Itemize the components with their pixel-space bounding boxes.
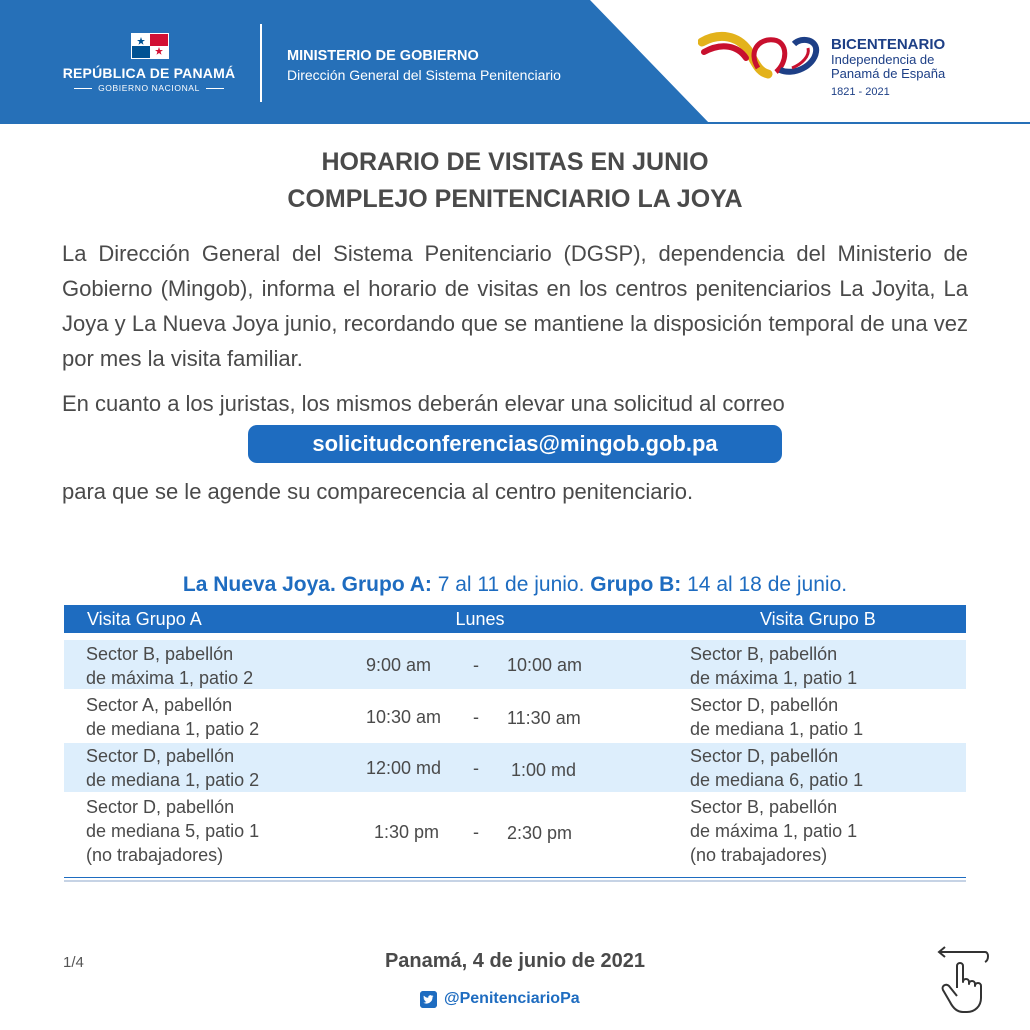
swipe-hand-icon: [935, 944, 991, 1014]
group-a-label: Grupo A:: [341, 573, 432, 596]
group-b-dates: 14 al 18 de junio.: [687, 573, 848, 596]
time-separator: -: [473, 822, 479, 842]
page-title-line2: COMPLEJO PENITENCIARIO LA JOYA: [287, 185, 743, 213]
bicentennial-subtitle-line1: Independencia de: [831, 52, 935, 67]
start-time: 10:30 am: [366, 707, 442, 727]
table-row: [64, 794, 966, 870]
header-banner: [0, 0, 1030, 124]
bicentennial-subtitle-line2: Panamá de España: [831, 66, 946, 81]
table-bottom-rule: [64, 877, 966, 878]
table-row: [64, 691, 966, 740]
group-a-location: Sector B, pabellón de máxima 1, patio 2: [86, 644, 254, 688]
group-b-location: Sector B, pabellón de máxima 1, patio 1 (no trabajadores): [690, 797, 858, 865]
directorate-name: Dirección General del Sistema Penitenciario: [287, 67, 561, 83]
group-a-location: Sector D, pabellón de mediana 1, patio 2: [86, 746, 260, 790]
twitter-handle: @PenitenciarioPa: [444, 990, 580, 1007]
page-title-line1: HORARIO DE VISITAS EN JUNIO: [321, 148, 709, 176]
group-a-location: Sector A, pabellón de mediana 1, patio 2: [86, 695, 260, 739]
end-time: 1:00 md: [511, 760, 577, 780]
group-b-label: Grupo B:: [590, 573, 682, 596]
start-time: 12:00 md: [366, 758, 442, 778]
header-day: Lunes: [455, 609, 505, 629]
group-b-location: Sector D, pabellón de mediana 6, patio 1: [690, 746, 864, 790]
schedule-heading: [0, 573, 1030, 597]
bicentennial-title: BICENTENARIO: [831, 36, 946, 53]
table-row: [64, 743, 966, 792]
start-time: 9:00 am: [366, 655, 432, 675]
twitter-icon: [420, 991, 437, 1008]
group-b-location: Sector B, pabellón de máxima 1, patio 1: [690, 644, 858, 688]
publication-date: Panamá, 4 de junio de 2021: [384, 950, 646, 972]
group-a-dates: 7 al 11 de junio.: [437, 573, 585, 596]
country-name: REPÚBLICA DE PANAMÁ: [62, 65, 236, 81]
bicentennial-years: 1821 - 2021: [831, 86, 890, 98]
header-vertical-divider: [260, 24, 262, 102]
schedule-table-header: [64, 605, 966, 633]
end-time: 10:00 am: [507, 655, 583, 675]
contact-email-link[interactable]: solicitudconferencias@mingob.gob.pa: [248, 425, 782, 463]
ministry-name: MINISTERIO DE GOBIERNO: [287, 48, 479, 64]
table-bottom-rule-secondary: [64, 880, 966, 882]
header-group-b: Visita Grupo B: [760, 609, 876, 629]
government-label: GOBIERNO NACIONAL: [58, 83, 240, 93]
appointment-paragraph: para que se le agende su comparecencia al centro penitenciario.: [62, 479, 694, 504]
time-separator: -: [473, 655, 479, 675]
header-divider-line: [0, 122, 1030, 124]
end-time: 11:30 am: [507, 708, 581, 728]
group-a-location: Sector D, pabellón de mediana 5, patio 1 (no trabajadores): [86, 797, 260, 865]
bicentennial-ribbon-icon: [698, 28, 828, 84]
center-name: La Nueva Joya.: [182, 573, 336, 596]
page-number: 1/4: [63, 954, 84, 971]
time-separator: -: [473, 758, 479, 778]
group-b-location: Sector D, pabellón de mediana 1, patio 1: [690, 695, 864, 739]
header-group-a: Visita Grupo A: [87, 609, 202, 629]
table-row: [64, 640, 966, 689]
end-time: 2:30 pm: [507, 823, 573, 843]
lawyers-paragraph: En cuanto a los juristas, los mismos deberán elevar una solicitud al correo: [62, 391, 785, 416]
time-separator: -: [473, 707, 479, 727]
announcement-paragraph: La Dirección General del Sistema Penitenciario (DGSP), dependencia del Ministerio de Gobierno (Mingob), informa el horario de visitas en los centros penitenciarios La Joyita, La Joya y La Nueva Joya junio, recordando que se mantiene la disposición temporal de una vez por mes la visita familiar.: [62, 241, 968, 371]
panama-flag-icon: [131, 33, 169, 59]
start-time: 1:30 pm: [374, 822, 440, 842]
